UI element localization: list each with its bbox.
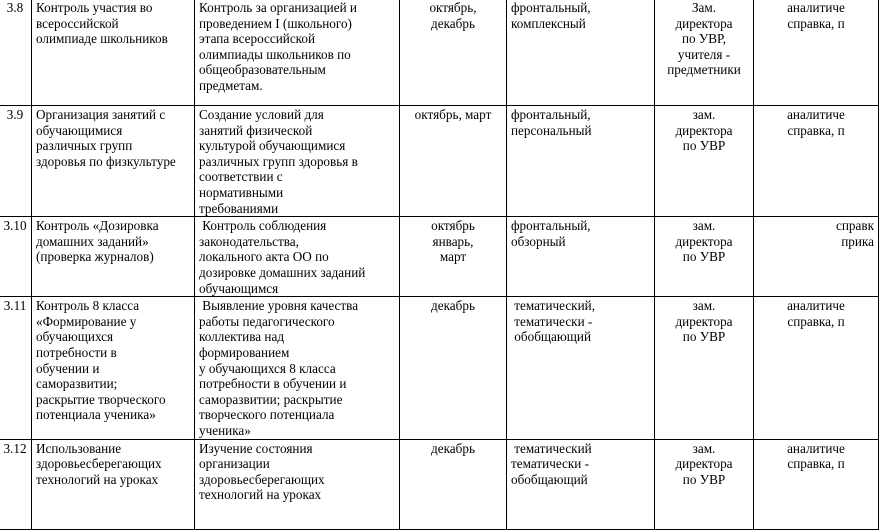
control-name: Контроль 8 класса «Формирование у обучающихся потребности в обучении и саморазвитии; раскрытие творческого потенциала ученика» xyxy=(32,297,195,439)
control-period: октябрь, март xyxy=(400,106,507,217)
control-goal: Контроль соблюдения законодательства, локального акта ОО по дозировке домашних заданий обучающимся xyxy=(195,217,400,297)
table-row xyxy=(0,217,879,297)
row-number: 3.11 xyxy=(0,297,32,439)
control-goal: Изучение состояния организации здоровьесберегающих технологий на уроках xyxy=(195,439,400,529)
result-form: аналитиче справка, п xyxy=(754,439,879,529)
table-row xyxy=(0,297,879,439)
row-number: 3.8 xyxy=(0,0,32,106)
table-row xyxy=(0,0,879,106)
control-goal: Создание условий для занятий физической культурой обучающимися различных групп здоровья в соответствии с нормативными требованиями xyxy=(195,106,400,217)
result-form: справк прика xyxy=(754,217,879,297)
control-name: Контроль участия во всероссийской олимпиаде школьников xyxy=(32,0,195,106)
control-type: фронтальный, персональный xyxy=(507,106,655,217)
responsible: зам. директора по УВР xyxy=(655,106,754,217)
control-goal: Выявление уровня качества работы педагогического коллектива над формированием у обучающихся 8 класса потребности в обучении и саморазвитии; раскрытие творческого потенциала ученика» xyxy=(195,297,400,439)
row-number: 3.12 xyxy=(0,439,32,529)
table-row xyxy=(0,106,879,217)
control-period: декабрь xyxy=(400,297,507,439)
control-type: тематический, тематически - обобщающий xyxy=(507,297,655,439)
control-period: декабрь xyxy=(400,439,507,529)
result-form: аналитиче справка, п xyxy=(754,297,879,439)
control-period: октябрь январь, март xyxy=(400,217,507,297)
responsible: зам. директора по УВР xyxy=(655,217,754,297)
control-name: Использование здоровьесберегающих технологий на уроках xyxy=(32,439,195,529)
control-name: Контроль «Дозировка домашних заданий» (проверка журналов) xyxy=(32,217,195,297)
control-goal: Контроль за организацией и проведением I (школьного) этапа всероссийской олимпиады школьников по общеобразовательным предметам. xyxy=(195,0,400,106)
result-form: аналитиче справка, п xyxy=(754,106,879,217)
responsible: Зам. директора по УВР, учителя - предметники xyxy=(655,0,754,106)
table-row xyxy=(0,439,879,529)
control-period: октябрь, декабрь xyxy=(400,0,507,106)
responsible: зам. директора по УВР xyxy=(655,439,754,529)
row-number: 3.10 xyxy=(0,217,32,297)
control-type: фронтальный, комплексный xyxy=(507,0,655,106)
row-number: 3.9 xyxy=(0,106,32,217)
control-name: Организация занятий с обучающимися различных групп здоровья по физкультуре xyxy=(32,106,195,217)
result-form: аналитиче справка, п xyxy=(754,0,879,106)
control-type: фронтальный, обзорный xyxy=(507,217,655,297)
responsible: зам. директора по УВР xyxy=(655,297,754,439)
control-type: тематический тематически - обобщающий xyxy=(507,439,655,529)
